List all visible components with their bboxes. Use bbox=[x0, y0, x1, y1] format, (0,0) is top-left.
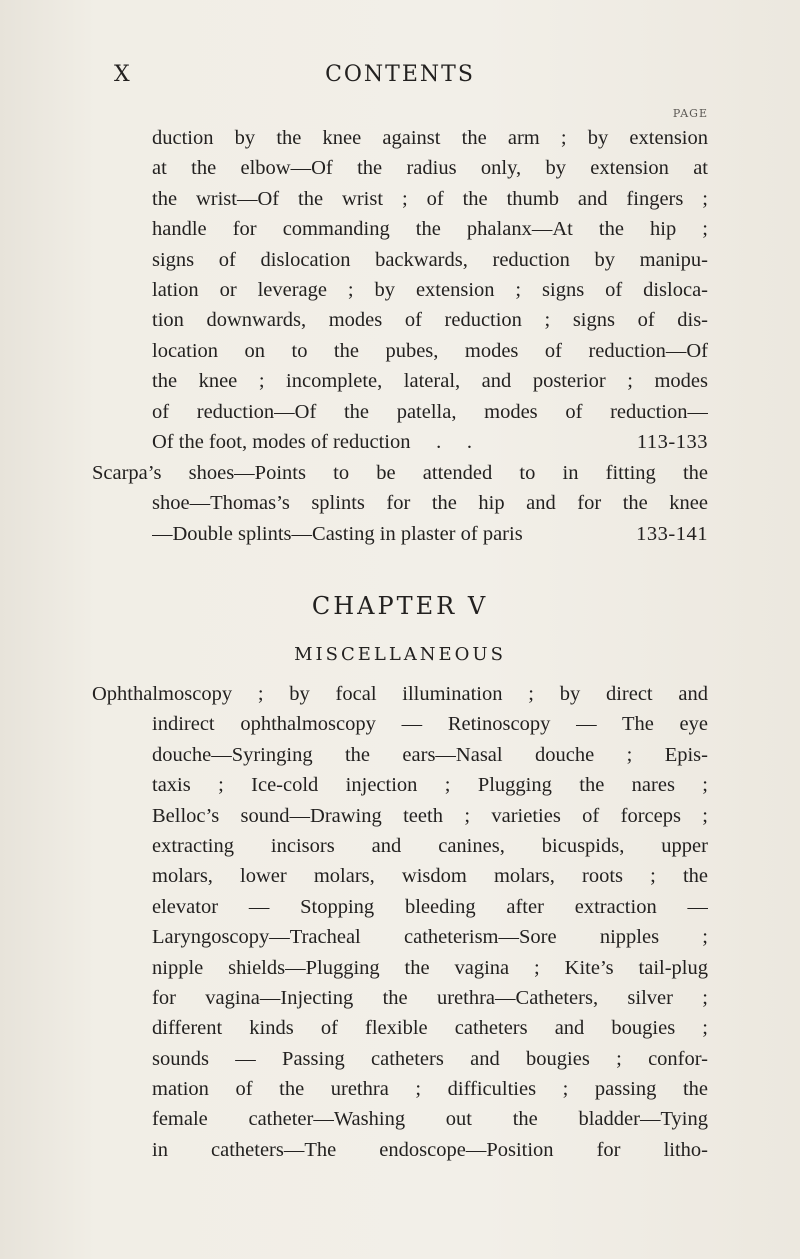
entry-line: in catheters—The endoscope—Position for litho- bbox=[152, 1138, 708, 1161]
entry-line: of reduction—Of the patella, modes of reduction— bbox=[152, 400, 708, 423]
entry-line: —Double splints—Casting in plaster of paris bbox=[152, 522, 523, 545]
entry-line: taxis ; Ice-cold injection ; Plugging the nares ; bbox=[152, 774, 708, 797]
entry-line: shoe—Thomas’s splints for the hip and for the knee bbox=[152, 492, 708, 515]
entry-line: indirect ophthalmoscopy — Retinoscopy — The eye bbox=[152, 713, 708, 736]
entry-line: mation of the urethra ; difficulties ; passing the bbox=[152, 1078, 708, 1101]
entry-line: signs of dislocation backwards, reduction by manipu- bbox=[152, 248, 708, 271]
contents-entry bbox=[92, 679, 708, 1165]
entry-line: different kinds of flexible catheters and bougies ; bbox=[152, 1017, 708, 1040]
page-range: 133-141 bbox=[636, 522, 708, 545]
page-column-label: PAGE bbox=[672, 107, 708, 120]
running-header bbox=[0, 62, 800, 92]
page-number: X bbox=[114, 62, 131, 87]
chapter-subtitle: MISCELLANEOUS bbox=[294, 644, 506, 665]
entry-line: tion downwards, modes of reduction ; signs of dis- bbox=[152, 309, 708, 332]
entry-line: Of the foot, modes of reduction . . bbox=[152, 430, 472, 453]
entry-line: nipple shields—Plugging the vagina ; Kite’s tail-plug bbox=[152, 956, 708, 979]
entry-line: Scarpa’s shoes—Points to be attended to in fitting the bbox=[92, 462, 708, 484]
running-title: CONTENTS bbox=[325, 62, 475, 87]
entry-line: the knee ; incomplete, lateral, and posterior ; modes bbox=[152, 370, 708, 393]
entry-line: lation or leverage ; by extension ; signs of disloca- bbox=[152, 278, 708, 301]
entry-line: Ophthalmoscopy ; by focal illumination ; by direct and bbox=[92, 683, 708, 705]
contents-entry bbox=[92, 458, 708, 549]
entry-line: douche—Syringing the ears—Nasal douche ; Epis- bbox=[152, 743, 708, 766]
entry-line: location on to the pubes, modes of reduction—Of bbox=[152, 339, 708, 362]
entry-line: molars, lower molars, wisdom molars, roots ; the bbox=[152, 865, 708, 888]
entry-line: for vagina—Injecting the urethra—Catheters, silver ; bbox=[152, 986, 708, 1009]
contents-entry bbox=[152, 123, 708, 457]
chapter-title: CHAPTER V bbox=[311, 592, 489, 620]
entry-line: female catheter—Washing out the bladder—Tying bbox=[152, 1108, 708, 1131]
entry-line: Laryngoscopy—Tracheal catheterism—Sore nipples ; bbox=[152, 926, 708, 949]
page-range: 113-133 bbox=[636, 430, 708, 453]
entry-line: duction by the knee against the arm ; by extension bbox=[152, 127, 708, 149]
entry-line: the wrist—Of the wrist ; of the thumb and fingers ; bbox=[152, 187, 708, 210]
entry-line: at the elbow—Of the radius only, by extension at bbox=[152, 157, 708, 180]
entry-line: handle for commanding the phalanx—At the hip ; bbox=[152, 218, 708, 241]
entry-last-line bbox=[152, 519, 708, 549]
entry-last-line bbox=[152, 427, 708, 457]
entry-line: elevator — Stopping bleeding after extraction — bbox=[152, 895, 708, 918]
entry-line: extracting incisors and canines, bicuspids, upper bbox=[152, 834, 708, 857]
entry-line: sounds — Passing catheters and bougies ; confor- bbox=[152, 1047, 708, 1070]
entry-line: Belloc’s sound—Drawing teeth ; varieties of forceps ; bbox=[152, 804, 708, 827]
